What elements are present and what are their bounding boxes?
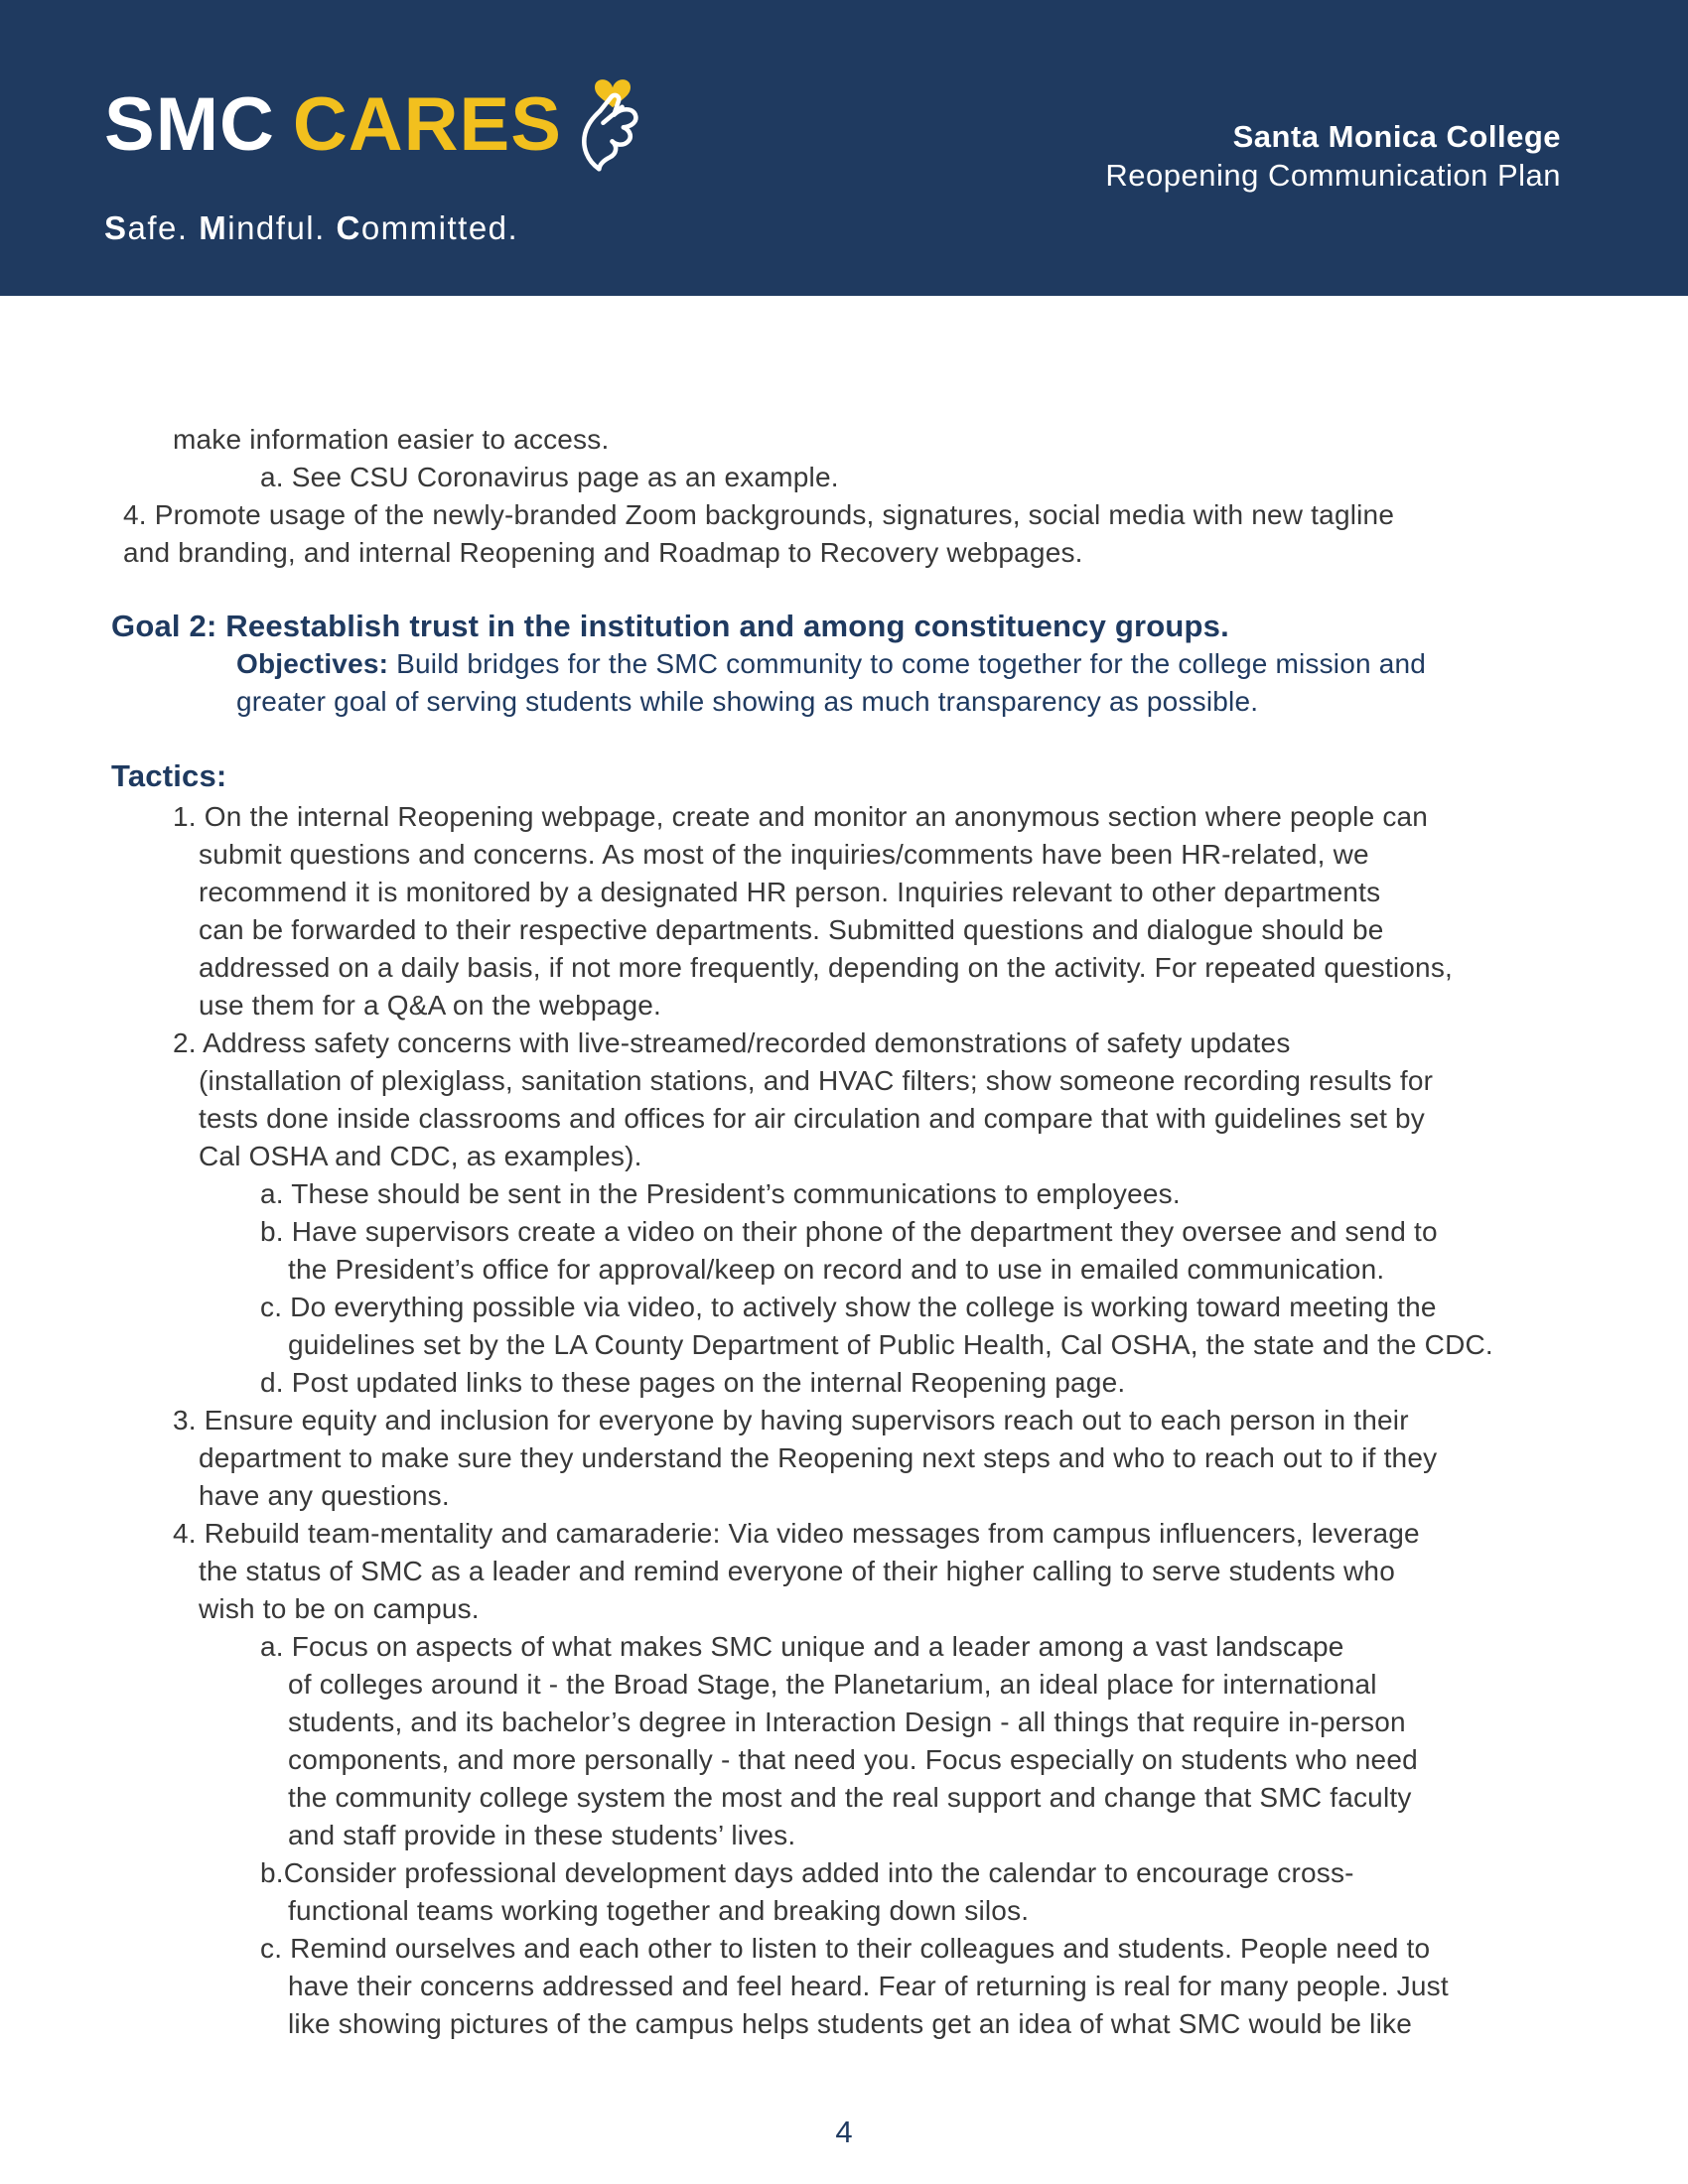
header-right-block: [1105, 117, 1561, 195]
text-line: Cal OSHA and CDC, as examples).: [199, 1141, 642, 1171]
text-line: and branding, and internal Reopening and Roadmap to Recovery webpages.: [123, 537, 1083, 568]
text-line: the status of SMC as a leader and remind everyone of their higher calling to serve students who: [199, 1556, 1395, 1586]
document-body: [0, 296, 1688, 2043]
text-line: the President’s office for approval/keep on record and to use in emailed communication.: [288, 1254, 1385, 1285]
text-line: department to make sure they understand the Reopening next steps and who to reach out to if they: [199, 1442, 1438, 1473]
objectives-label: Objectives:: [236, 648, 389, 679]
tagline-c-rest: ommitted.: [360, 209, 519, 246]
text-line: make information easier to access.: [173, 424, 610, 455]
text-line: use them for a Q&A on the webpage.: [199, 990, 661, 1021]
tagline-m-bold: M: [199, 209, 228, 246]
text-line: functional teams working together and breaking down silos.: [288, 1895, 1030, 1926]
text-line: 1. On the internal Reopening webpage, create and monitor an anonymous section where people can: [173, 801, 1429, 832]
page-number: 4: [835, 2115, 853, 2149]
logo-smc-text: SMC: [104, 82, 275, 167]
text-line: a. Focus on aspects of what makes SMC unique and a leader among a vast landscape: [260, 1631, 1344, 1662]
text-line: the community college system the most and the real support and change that SMC faculty: [288, 1782, 1412, 1813]
smc-cares-logo: [104, 82, 653, 247]
text-line: guidelines set by the LA County Department of Public Health, Cal OSHA, the state and the CDC.: [288, 1329, 1493, 1360]
tagline-s-rest: afe.: [127, 209, 200, 246]
objectives-line: greater goal of serving students while showing as much transparency as possible.: [236, 686, 1259, 717]
text-line: a. These should be sent in the President’s communications to employees.: [260, 1178, 1181, 1209]
goal-2-heading: Goal 2: Reestablish trust in the institution and among constituency groups.: [111, 609, 1229, 643]
text-line: b. Have supervisors create a video on their phone of the department they oversee and send to: [260, 1216, 1438, 1247]
text-line: 4. Rebuild team-mentality and camaraderie: Via video messages from campus influencers, leverage: [173, 1518, 1420, 1549]
objectives-line: Objectives: Build bridges for the SMC community to come together for the college mission and: [236, 648, 1427, 679]
text-line: d. Post updated links to these pages on the internal Reopening page.: [260, 1367, 1126, 1398]
text-line: wish to be on campus.: [199, 1593, 480, 1624]
text-line: a. See CSU Coronavirus page as an example.: [260, 462, 839, 492]
finger-heart-icon: [572, 58, 653, 188]
text-line: like showing pictures of the campus helps students get an idea of what SMC would be like: [288, 2008, 1412, 2039]
text-line: tests done inside classrooms and offices for air circulation and compare that with guidelines set by: [199, 1103, 1426, 1134]
header-band: [0, 0, 1688, 296]
tagline-m-rest: indful.: [227, 209, 337, 246]
text-line: submit questions and concerns. As most of the inquiries/comments have been HR-related, we: [199, 839, 1369, 870]
text-line: have any questions.: [199, 1480, 450, 1511]
text-line: 3. Ensure equity and inclusion for everyone by having supervisors reach out to each person in their: [173, 1405, 1409, 1435]
college-name: Santa Monica College: [1232, 119, 1561, 154]
text-line: c. Do everything possible via video, to actively show the college is working toward meeting the: [260, 1292, 1437, 1322]
text-line: b.Consider professional development days added into the calendar to encourage cross-: [260, 1857, 1354, 1888]
plan-title: Reopening Communication Plan: [1105, 158, 1561, 193]
tagline-c-bold: C: [336, 209, 361, 246]
text-line: 2. Address safety concerns with live-streamed/recorded demonstrations of safety updates: [173, 1027, 1291, 1058]
text-line: of colleges around it - the Broad Stage, the Planetarium, an ideal place for international: [288, 1669, 1377, 1700]
tactics-heading: Tactics:: [111, 758, 227, 793]
text-line: and staff provide in these students’ lives.: [288, 1820, 796, 1850]
logo-cares-text: CARES: [292, 82, 562, 167]
text-line: c. Remind ourselves and each other to listen to their colleagues and students. People need to: [260, 1933, 1431, 1964]
text-line: addressed on a daily basis, if not more frequently, depending on the activity. For repeated questions,: [199, 952, 1453, 983]
text-line: students, and its bachelor’s degree in Interaction Design - all things that require in-person: [288, 1706, 1406, 1737]
text-line: (installation of plexiglass, sanitation stations, and HVAC filters; show someone recording results for: [199, 1065, 1434, 1096]
text-line: components, and more personally - that need you. Focus especially on students who need: [288, 1744, 1418, 1775]
text-line: 4. Promote usage of the newly-branded Zoom backgrounds, signatures, social media with new tagline: [123, 499, 1395, 530]
tagline: [104, 209, 653, 247]
text-line: can be forwarded to their respective departments. Submitted questions and dialogue should be: [199, 914, 1384, 945]
text-line: recommend it is monitored by a designated HR person. Inquiries relevant to other departments: [199, 877, 1381, 907]
text-line: have their concerns addressed and feel heard. Fear of returning is real for many people. Just: [288, 1971, 1449, 2001]
tagline-s-bold: S: [104, 209, 128, 246]
